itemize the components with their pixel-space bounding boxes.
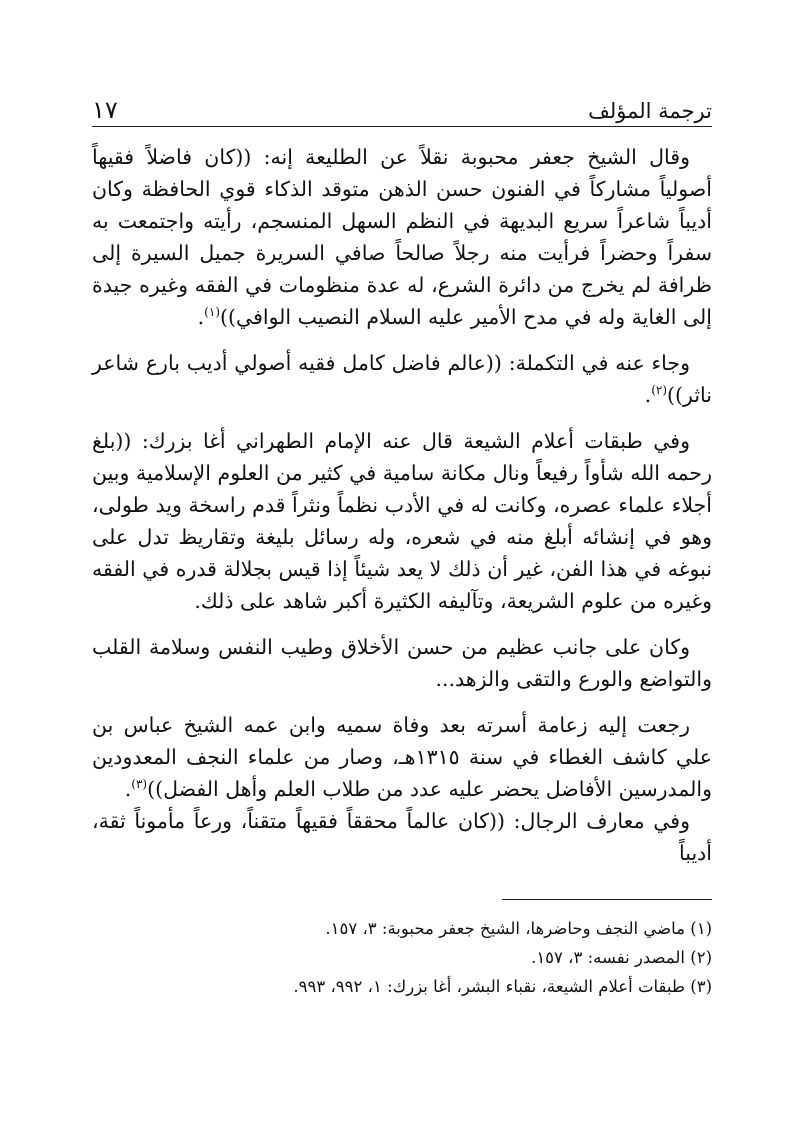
- paragraph-3: وفي طبقات أعلام الشيعة قال عنه الإمام الطهراني أغا بزرك: ((بلغ رحمه الله شأواً رفيعاً ونال مكانة سامية في كثير من العلوم الإسلامية وبين أجلاء علماء عصره، وكانت له في الأدب نظماً ونثراً قدم راسخة ويد طولى، وهو في إنشائه أبلغ منه في شعره، وله رسائل بليغة وتقاريظ تدل على نبوغه في هذا الفن، غير أن ذلك لا يعد شيئاً إذا قيس بجلالة قدره في الفقه وغيره من علوم الشريعة، وتآليفه الكثيرة أكبر شاهد على ذلك.: [92, 429, 712, 613]
- paragraph-4: وكان على جانب عظيم من حسن الأخلاق وطيب النفس وسلامة القلب والتواضع والورع والتقى والزهد...: [92, 635, 712, 691]
- paragraph-5: رجعت إليه زعامة أسرته بعد وفاة سميه وابن عمه الشيخ عباس بن علي كاشف الغطاء في سنة ١٣١٥هـ، وصار من علماء النجف المعدودين والمدرسين الأفاضل يحضر عليه عدد من طلاب العلم وأهل الفضل))$^{(٣)}$.: [92, 713, 712, 801]
- footnote-mark-2: (٢): [651, 383, 668, 398]
- book-page: [92, 88, 712, 1001]
- footnote-mark-3: (٣): [131, 777, 148, 792]
- footnote-mark-1: (١): [204, 305, 220, 320]
- chapter-title: ترجمة المؤلف: [588, 99, 712, 123]
- footnotes: [92, 914, 712, 1001]
- running-header: [92, 88, 712, 127]
- page-number: ١٧: [92, 96, 118, 124]
- body-text: [92, 141, 712, 869]
- footnote-3: (٣) طبقات أعلام الشيعة، نقباء البشر، أغا بزرك: ١، ٩٩٢، ٩٩٣.: [293, 977, 712, 996]
- paragraph-1: وقال الشيخ جعفر محبوبة نقلاً عن الطليعة إنه: ((كان فاضلاً فقيهاً أصولياً مشاركاً في الفنون حسن الذهن متوقد الذكاء قوي الحافظة وكان أديباً شاعراً سريع البديهة في النظم السهل المنسجم، رأيته واجتمعت به سفراً وحضراً فرأيت منه رجلاً صالحاً صافي السريرة جميل السيرة إلى ظرافة لم يخرج من دائرة الشرع، له عدة منظومات في الفقه وغيره جيدة إلى الغاية وله في مدح الأمير عليه السلام النصيب الوافي))$^{(١)}$.: [92, 145, 712, 329]
- paragraph-2: وجاء عنه في التكملة: ((عالم فاضل كامل فقيه أصولي أديب بارع شاعر ناثر))$^{(٢)}$.: [92, 351, 712, 407]
- paragraph-6: وفي معارف الرجال: ((كان عالماً محققاً فقيهاً متقناً، ورعاً مأموناً ثقة، أديباً: [92, 809, 712, 865]
- footnote-2: (٢) المصدر نفسه: ٣، ١٥٧.: [531, 948, 712, 967]
- footnote-1: (١) ماضي النجف وحاضرها، الشيخ جعفر محبوبة: ٣، ١٥٧.: [325, 919, 712, 938]
- footnote-divider: [502, 899, 712, 900]
